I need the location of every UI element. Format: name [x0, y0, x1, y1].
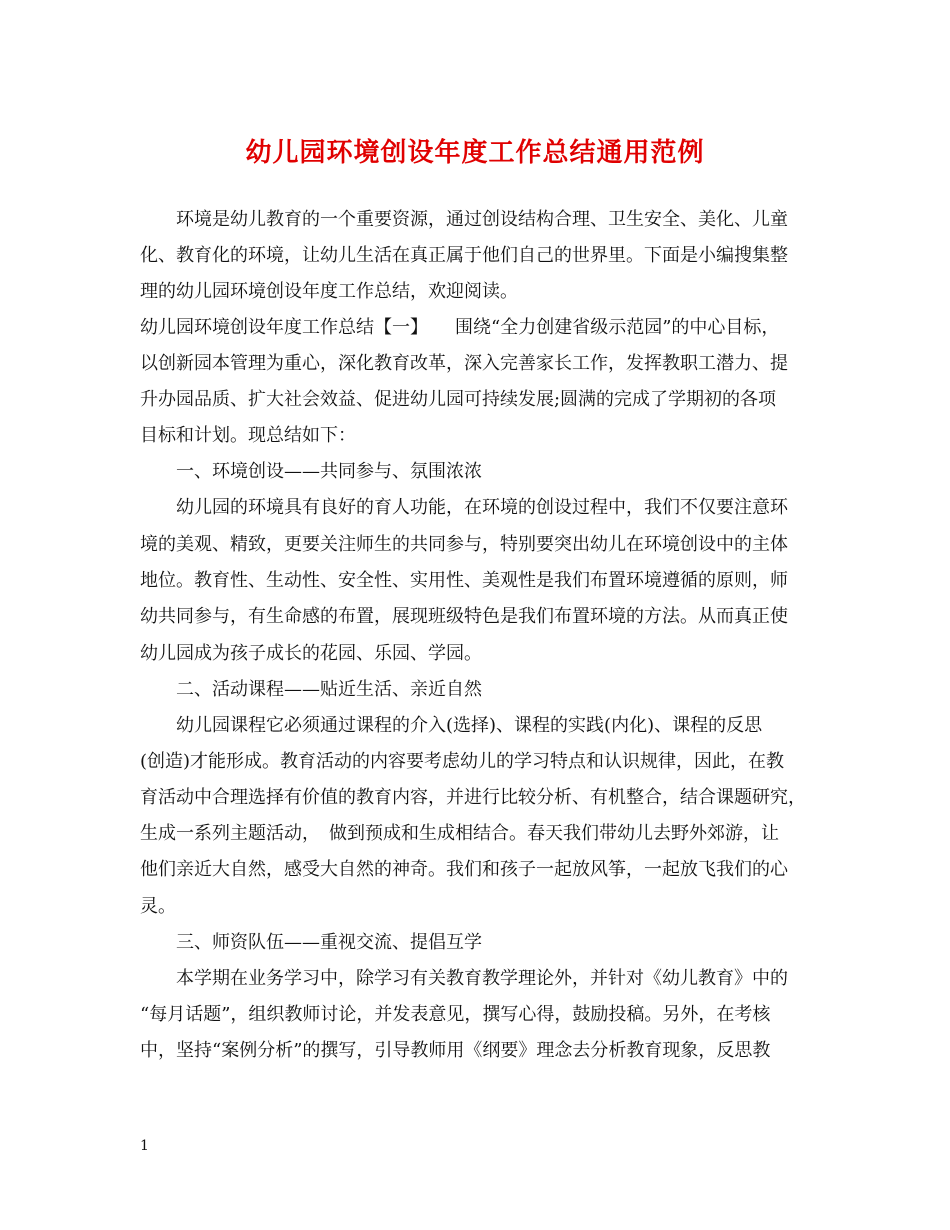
- paragraph-line: 化、教育化的环境，让幼儿生活在真正属于他们自己的世界里。下面是小编搜集整: [140, 245, 788, 266]
- paragraph-line: 他们亲近大自然，感受大自然的神奇。我们和孩子一起放风筝，一起放飞我们的心: [140, 859, 788, 880]
- section-heading: 一、环境创设——共同参与、氛围浓浓: [176, 461, 482, 482]
- paragraph-line: “每月话题”，组织教师讨论，并发表意见，撰写心得，鼓励投稿。另外，在考核: [140, 1004, 771, 1025]
- paragraph-line: 理的幼儿园环境创设年度工作总结，欢迎阅读。: [140, 281, 518, 302]
- page-title: 幼儿园环境创设年度工作总结通用范例: [245, 138, 705, 168]
- paragraph-line: 中，坚持“案例分析”的撰写，引导教师用《纲要》理念去分析教育现象，反思教: [140, 1040, 771, 1061]
- paragraph-line: 目标和计划。现总结如下：: [140, 425, 356, 446]
- paragraph-line: 环境是幼儿教育的一个重要资源，通过创设结构合理、卫生安全、美化、儿童: [176, 209, 788, 230]
- page-number: 1: [140, 1138, 149, 1154]
- paragraph-line: (创造)才能形成。教育活动的内容要考虑幼儿的学习特点和认识规律，因此，在教: [140, 751, 785, 772]
- section-heading: 三、师资队伍——重视交流、提倡互学: [176, 932, 482, 953]
- paragraph-line: 幼儿园成为孩子成长的花园、乐园、学园。: [140, 643, 482, 664]
- paragraph-line: 育活动中合理选择有价值的教育内容，并进行比较分析、有机整合，结合课题研究，: [140, 787, 806, 808]
- paragraph-line: 灵。: [140, 896, 176, 917]
- paragraph-line: 生成一系列主题活动， 做到预成和生成相结合。春天我们带幼儿去野外郊游，让: [140, 823, 779, 844]
- paragraph-line: 幼儿园课程它必须通过课程的介入(选择)、课程的实践(内化)、课程的反思: [176, 715, 763, 736]
- paragraph-line: 地位。教育性、生动性、安全性、实用性、美观性是我们布置环境遵循的原则，师: [140, 570, 788, 591]
- paragraph-line: 境的美观、精致，更要关注师生的共同参与，特别要突出幼儿在环境创设中的主体: [140, 534, 788, 555]
- paragraph-line: 幼共同参与，有生命感的布置，展现班级特色是我们布置环境的方法。从而真正使: [140, 606, 788, 627]
- paragraph-line: 幼儿园的环境具有良好的育人功能，在环境的创设过程中，我们不仅要注意环: [176, 497, 788, 518]
- paragraph-line: 本学期在业务学习中，除学习有关教育教学理论外，并针对《幼儿教育》中的: [176, 968, 788, 989]
- paragraph-line: 升办园品质、扩大社会效益、促进幼儿园可持续发展;圆满的完成了学期初的各项: [140, 389, 777, 410]
- paragraph-line: 幼儿园环境创设年度工作总结【一】 围绕“全力创建省级示范园”的中心目标，: [140, 317, 780, 338]
- section-heading: 二、活动课程——贴近生活、亲近自然: [176, 679, 482, 700]
- paragraph-line: 以创新园本管理为重心，深化教育改革，深入完善家长工作，发挥教职工潜力、提: [140, 353, 788, 374]
